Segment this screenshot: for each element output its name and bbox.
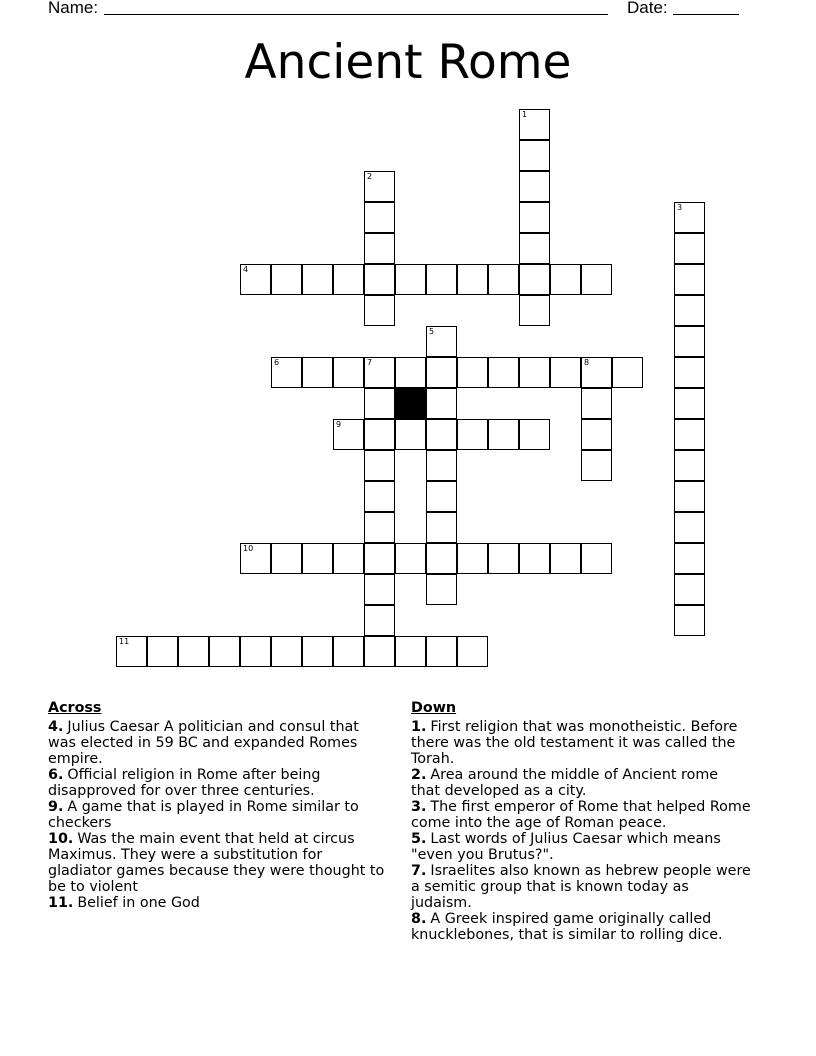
grid-cell[interactable] [333,264,364,295]
cell-number: 7 [367,358,373,367]
grid-cell[interactable] [240,543,271,574]
name-label: Name: [48,0,99,17]
grid-cell[interactable] [364,574,395,605]
grid-cell[interactable] [488,264,519,295]
clue-text: A Greek inspired game originally called knucklebones, that is similar to rolling dice. [411,911,723,943]
cell-number: 10 [243,544,254,553]
grid-cell[interactable] [612,357,643,388]
grid-cell[interactable] [364,450,395,481]
grid-cell[interactable] [519,140,550,171]
cell-number: 3 [677,203,683,212]
cell-number: 6 [274,358,280,367]
down-clues [411,700,751,943]
grid-cell[interactable] [209,636,240,667]
grid-cell[interactable] [240,636,271,667]
grid-cell[interactable] [426,481,457,512]
clue-text: A game that is played in Rome similar to checkers [48,799,359,831]
grid-cell[interactable] [519,171,550,202]
grid-cell[interactable] [550,543,581,574]
grid-cell[interactable] [364,171,395,202]
grid-cell[interactable] [333,636,364,667]
grid-cell[interactable] [674,543,705,574]
grid-cell[interactable] [426,450,457,481]
grid-cell[interactable] [519,233,550,264]
grid-cell[interactable] [302,543,333,574]
grid-cell[interactable] [426,512,457,543]
across-clue [48,799,388,831]
grid-cell[interactable] [674,419,705,450]
clue-number: 3. [411,799,427,815]
grid-cell[interactable] [333,543,364,574]
clue-text: Belief in one God [77,895,200,911]
grid-cell[interactable] [302,357,333,388]
grid-cell[interactable] [395,419,426,450]
grid-cell[interactable] [364,233,395,264]
grid-cell[interactable] [581,388,612,419]
grid-cell[interactable] [674,574,705,605]
cell-number: 4 [243,265,249,274]
grid-cell[interactable] [364,481,395,512]
cell-number: 5 [429,327,435,336]
grid-cell[interactable] [519,202,550,233]
grid-cell[interactable] [364,636,395,667]
grid-cell[interactable] [426,574,457,605]
grid-cell[interactable] [581,450,612,481]
grid-cell[interactable] [674,233,705,264]
across-clue [48,767,388,799]
clue-text: First religion that was monotheistic. Before there was the old testament it was called the Torah. [411,719,738,767]
grid-cell[interactable] [364,605,395,636]
clue-number: 6. [48,767,64,783]
down-clue-list [411,719,751,943]
grid-cell[interactable] [457,543,488,574]
grid-cell[interactable] [426,636,457,667]
grid-cell[interactable] [519,109,550,140]
grid-cell[interactable] [674,202,705,233]
grid-cell[interactable] [674,264,705,295]
across-clues [48,700,388,911]
cell-number: 2 [367,172,373,181]
down-clue [411,863,751,911]
grid-cell[interactable] [271,636,302,667]
grid-cell[interactable] [519,264,550,295]
grid-cell[interactable] [519,543,550,574]
across-clue [48,895,388,911]
grid-cell[interactable] [147,636,178,667]
grid-cell[interactable] [333,419,364,450]
grid-cell[interactable] [364,295,395,326]
grid-cell[interactable] [426,388,457,419]
grid-cell[interactable] [519,419,550,450]
grid-cell[interactable] [395,543,426,574]
down-clue [411,911,751,943]
grid-cell[interactable] [426,326,457,357]
grid-cell[interactable] [457,419,488,450]
clue-number: 4. [48,719,64,735]
grid-cell[interactable] [364,543,395,574]
grid-cell[interactable] [271,357,302,388]
grid-cell[interactable] [426,543,457,574]
grid-cell[interactable] [364,419,395,450]
grid-cell[interactable] [426,357,457,388]
grid-cell[interactable] [581,357,612,388]
grid-cell[interactable] [364,202,395,233]
clue-text: Last words of Julius Caesar which means "even you Brutus?". [411,831,721,863]
grid-cell[interactable] [488,543,519,574]
down-clue [411,831,751,863]
clue-text: Israelites also known as hebrew people were a semitic group that is known today as judaism. [411,863,751,911]
grid-cell[interactable] [674,450,705,481]
across-clue-list [48,719,388,911]
grid-cell[interactable] [333,357,364,388]
grid-cell[interactable] [364,512,395,543]
grid-cell[interactable] [674,326,705,357]
grid-cell[interactable] [302,264,333,295]
grid-cell[interactable] [178,636,209,667]
grid-cell[interactable] [550,264,581,295]
down-heading: Down [411,700,457,716]
grid-cell[interactable] [271,264,302,295]
grid-cell[interactable] [674,357,705,388]
grid-cell[interactable] [674,605,705,636]
cell-number: 1 [522,110,528,119]
clue-number: 10. [48,831,74,847]
grid-cell[interactable] [550,357,581,388]
date-label: Date: [627,0,668,17]
grid-cell[interactable] [364,357,395,388]
grid-cell[interactable] [426,264,457,295]
grid-cell[interactable] [364,264,395,295]
grid-cell[interactable] [674,388,705,419]
grid-cell[interactable] [674,512,705,543]
clue-text: Official religion in Rome after being disapproved for over three centuries. [48,767,321,799]
grid-cell[interactable] [364,388,395,419]
grid-block [395,388,426,419]
grid-cell[interactable] [271,543,302,574]
grid-cell[interactable] [116,636,147,667]
grid-cell[interactable] [426,419,457,450]
clue-text: Was the main event that held at circus Maximus. They were a substitution for gladiator games because they were thought to be to violent [48,831,385,895]
clue-number: 5. [411,831,427,847]
grid-cell[interactable] [519,357,550,388]
across-clue [48,831,388,895]
clue-text: Julius Caesar A politician and consul that was elected in 59 BC and expanded Romes empire. [48,719,359,767]
clue-number: 2. [411,767,427,783]
grid-cell[interactable] [581,264,612,295]
down-clue [411,767,751,799]
cell-number: 9 [336,420,342,429]
grid-cell[interactable] [488,357,519,388]
grid-cell[interactable] [581,419,612,450]
across-clue [48,719,388,767]
down-clue [411,799,751,831]
puzzle-title: Ancient Rome [244,35,572,90]
grid-cell[interactable] [395,264,426,295]
grid-cell[interactable] [457,357,488,388]
across-heading: Across [48,700,102,716]
grid-cell[interactable] [674,295,705,326]
clue-number: 1. [411,719,427,735]
clue-text: Area around the middle of Ancient rome that developed as a city. [411,767,719,799]
cell-number: 8 [584,358,590,367]
clue-number: 8. [411,911,427,927]
grid-cell[interactable] [581,543,612,574]
grid-cell[interactable] [240,264,271,295]
clue-number: 7. [411,863,427,879]
clue-text: The first emperor of Rome that helped Rome come into the age of Roman peace. [411,799,751,831]
grid-cell[interactable] [302,636,333,667]
clue-number: 9. [48,799,64,815]
cell-number: 11 [119,637,130,646]
down-clue [411,719,751,767]
grid-cell[interactable] [519,295,550,326]
grid-cell[interactable] [674,481,705,512]
grid-cell[interactable] [488,419,519,450]
clue-number: 11. [48,895,74,911]
grid-cell[interactable] [395,357,426,388]
grid-cell[interactable] [457,636,488,667]
grid-cell[interactable] [457,264,488,295]
grid-cell[interactable] [395,636,426,667]
